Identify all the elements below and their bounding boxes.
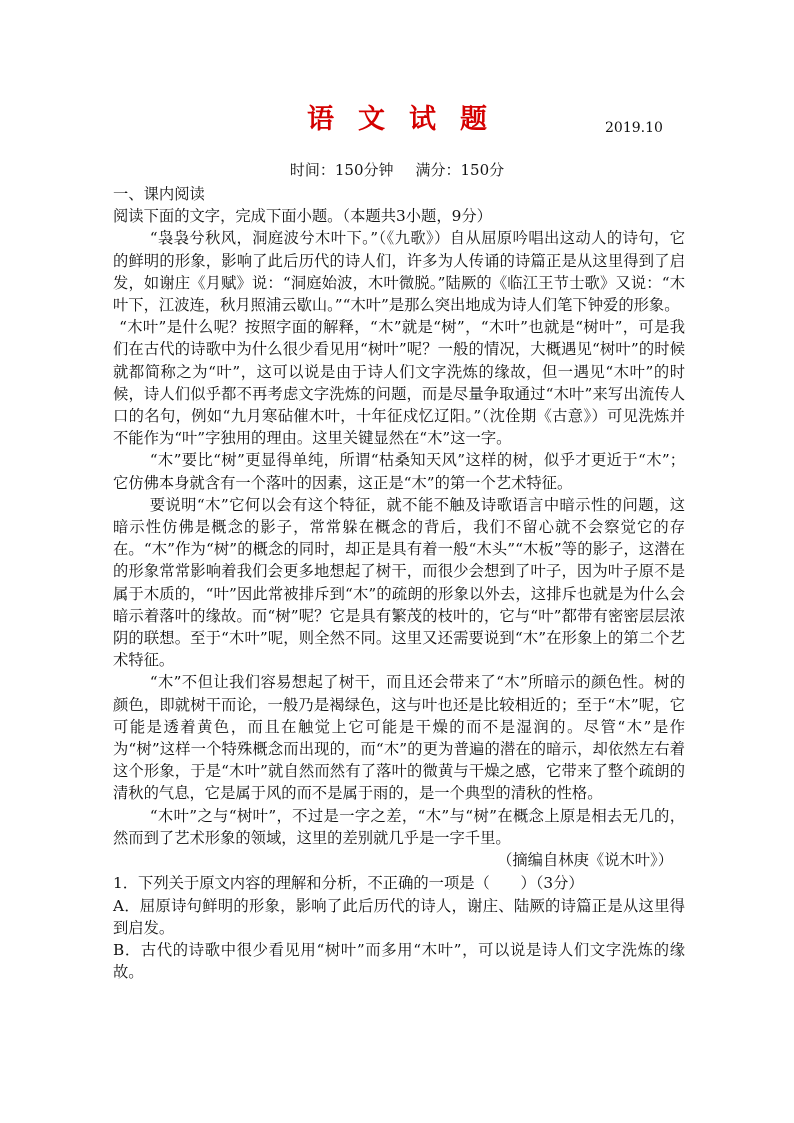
section-heading: 一、课内阅读 [113,185,205,203]
passage-paragraph: “木”要比“树”更显得单纯，所谓“枯桑知天风”这样的树，似乎才更近于“木”；它仿佛本身就含有一个落叶的因素，这正是“木”的第一个艺术特征。 [113,451,685,492]
page-title: 语文试题 [307,104,511,135]
passage-paragraph: “袅袅兮秋风，洞庭波兮木叶下。”（《九歌》）自从屈原吟唱出这动人的诗句，它的鲜明的形象，影响了此后历代的诗人们，许多为人传诵的诗篇正是从这里得到了启发，如谢庄《月赋》说：“洞庭始波，木叶微脱。”陆厥的《临江王节士歌》又说：“木叶下，江波连，秋月照浦云歇山。”“木叶”是那么突出地成为诗人们笔下钟爱的形象。 [113,229,685,315]
passage-source: （摘编自林庚《说木叶》） [497,851,673,870]
exam-meta [0,160,794,180]
question-option-b: B．古代的诗歌中很少看见用“树叶”而多用“木叶”，可以说是诗人们文字洗炼的缘故。 [113,940,685,982]
passage-paragraph: “木”不但让我们容易想起了树干，而且还会带来了“木”所暗示的颜色性。树的颜色，即就树干而论，一般乃是褐绿色，这与叶也还是比较相近的；至于“木”呢，它可能是透着黄色，而且在触觉上它可能是干燥的而不是湿润的。尽管“木”是作为“树”这样一个特殊概念而出现的，而“木”的更为普遍的潜在的暗示，却依然左右着这个形象，于是“木叶”就自然而然有了落叶的微黄与干燥之感，它带来了整个疏朗的清秋的气息，它是属于风的而不是属于雨的，是一个典型的清秋的性格。 [113,673,685,803]
question-option-a: A．屈原诗句鲜明的形象，影响了此后历代的诗人，谢庄、陆厥的诗篇正是从这里得到启发。 [113,896,685,937]
passage-paragraph: “木叶”之与“树叶”，不过是一字之差，“木”与“树”在概念上原是相去无几的，然而到了艺术形象的领域，这里的差别就几乎是一字千里。 [113,806,685,847]
time-limit: 时间：150分钟 [289,161,394,179]
passage-paragraph: “木叶”是什么呢？按照字面的解释，“木”就是“树”，“木叶”也就是“树叶”，可是我们在古代的诗歌中为什么很少看见用“树叶”呢？一般的情况，大概遇见“树叶”的时候就都简称之为“叶”，这可以说是由于诗人们文字洗炼的缘故，但一遇见“木叶”的时候，诗人们似乎都不再考虑文字洗炼的问题，而是尽量争取通过“木叶”来写出流传人口的名句，例如“九月寒砧催木叶，十年征戍忆辽阳。”（沈佺期《古意》）可见洗炼并不能作为“叶”字独用的理由。这里关键显然在“木”这一字。 [113,318,685,448]
exam-content [113,183,685,983]
full-score: 满分：150分 [415,161,505,179]
exam-date: 2019.10 [605,120,663,136]
section-instruction: 阅读下面的文字，完成下面小题。（本题共3小题，9分） [113,207,492,226]
question-stem: 1．下列关于原文内容的理解和分析，不正确的一项是（ ）（3分） [113,874,584,893]
passage-paragraph: 要说明“木”它何以会有这个特征，就不能不触及诗歌语言中暗示性的问题，这暗示性仿佛是概念的影子，常常躲在概念的背后，我们不留心就不会察觉它的存在。“木”作为“树”的概念的同时，却正是具有着一般“木头”“木板”等的影子，这潜在的形象常常影响着我们会更多地想起了树干，而很少会想到了叶子，因为叶子原不是属于木质的，“叶”因此常被排斥到“木”的疏朗的形象以外去，这排斥也就是为什么会暗示着落叶的缘故。而“树”呢？它是具有繁茂的枝叶的，它与“叶”都带有密密层层浓阴的联想。至于“木叶”呢，则全然不同。这里又还需要说到“木”在形象上的第二个艺术特征。 [113,495,685,670]
